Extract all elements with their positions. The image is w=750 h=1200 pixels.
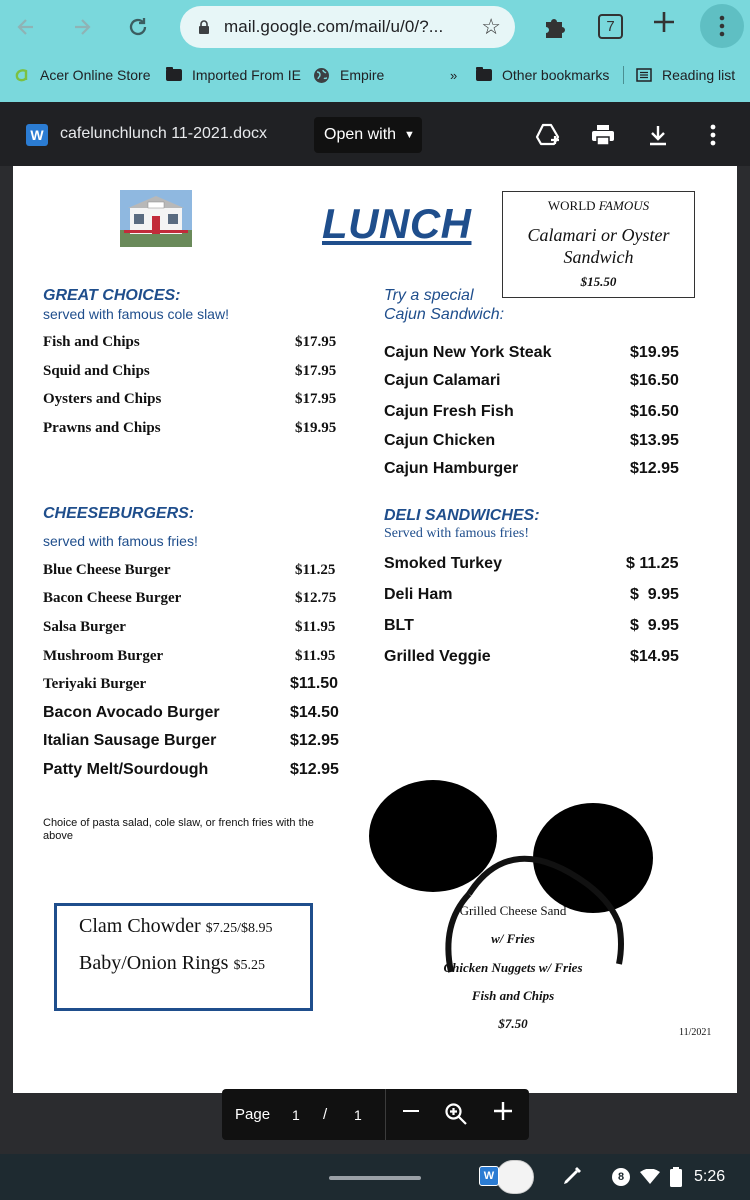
plus-icon: [652, 10, 676, 34]
bookmark-label: Imported From IE: [192, 67, 301, 83]
new-tab-button[interactable]: [652, 8, 676, 42]
sides-item-price: $7.25/$8.95: [205, 921, 273, 936]
menu-item-price: $ 9.95: [630, 617, 679, 634]
clock: 5:26: [694, 1168, 726, 1185]
deli-heading: DELI SANDWICHES:: [384, 507, 540, 524]
menu-item-name: Bacon Avocado Burger: [43, 704, 220, 721]
sides-note: Choice of pasta salad, cole slaw, or french fries with the above: [43, 817, 314, 842]
menu-item-price: $11.95: [295, 619, 336, 635]
zoom-in-button[interactable]: [493, 1096, 513, 1128]
document-file-name: cafelunchlunch 11-2021.docx: [60, 125, 267, 142]
home-gesture-handle[interactable]: [329, 1176, 421, 1180]
bookmark-label: Other bookmarks: [502, 67, 610, 83]
menu-item-price: $17.95: [295, 391, 337, 407]
cafe-building-photo: [120, 190, 192, 247]
notification-count: 8: [612, 1168, 630, 1186]
menu-item-name: Deli Ham: [384, 586, 453, 603]
menu-item-name: Cajun Fresh Fish: [384, 403, 514, 420]
sides-box: [54, 903, 313, 1011]
menu-item-name: Patty Melt/Sourdough: [43, 761, 209, 778]
reload-button[interactable]: [120, 9, 156, 45]
menu-item-price: $14.50: [290, 704, 339, 721]
menu-item-name: Cajun New York Steak: [384, 344, 552, 361]
stylus-tools-button[interactable]: [560, 1164, 584, 1193]
menu-item-name: Cajun Chicken: [384, 432, 496, 449]
wifi-icon: [640, 1169, 660, 1185]
globe-icon: [313, 67, 330, 84]
menu-item-name: Italian Sausage Burger: [43, 732, 217, 749]
menu-item-name: Squid and Chips: [43, 363, 150, 379]
cheeseburgers-heading: CHEESEBURGERS:: [43, 505, 195, 522]
pen-icon: [560, 1164, 584, 1188]
viewer-more-button[interactable]: [700, 122, 726, 148]
great-choices-heading: GREAT CHOICES:: [43, 287, 181, 304]
menu-item-price: $17.95: [295, 363, 337, 379]
bookmark-star-icon[interactable]: ☆: [481, 14, 501, 39]
current-page-input[interactable]: 1: [292, 1107, 300, 1123]
featured-special-box: [502, 191, 695, 298]
kebab-menu-icon: [719, 15, 725, 37]
caret-down-icon: ▼: [404, 129, 415, 141]
bookmark-label: Acer Online Store: [40, 67, 151, 83]
open-with-label: Open with: [324, 126, 397, 143]
menu-item-price: $12.95: [290, 732, 339, 749]
zoom-fit-button[interactable]: [444, 1102, 468, 1131]
menu-item-price: $17.95: [295, 334, 337, 350]
deli-subheading: Served with famous fries!: [384, 526, 530, 541]
menu-item-price: $11.25: [295, 562, 336, 578]
menu-item-price: $14.95: [630, 648, 679, 665]
shelf-word-icon[interactable]: W: [479, 1166, 499, 1186]
special-price: $15.50: [580, 274, 617, 289]
add-to-drive-button[interactable]: [535, 122, 561, 148]
arrow-left-icon: [16, 17, 36, 37]
menu-item-name: Cajun Calamari: [384, 372, 501, 389]
magnifier-icon: [444, 1102, 468, 1126]
open-with-button[interactable]: [314, 117, 422, 153]
menu-date: 11/2021: [679, 1027, 712, 1038]
zoom-out-button[interactable]: [402, 1099, 420, 1127]
kids-menu-line: Fish and Chips: [471, 988, 555, 1003]
document-page: [13, 166, 737, 1093]
bookmarks-overflow-button[interactable]: »: [450, 67, 458, 83]
system-shelf: [0, 1154, 750, 1200]
menu-item-name: Oysters and Chips: [43, 391, 162, 407]
sides-line-2: [79, 952, 265, 975]
page-navigator: [222, 1089, 529, 1140]
page-label: Page: [235, 1106, 271, 1123]
download-button[interactable]: [645, 122, 671, 148]
print-button[interactable]: [590, 122, 616, 148]
folder-icon: [166, 69, 182, 81]
document-scroll-area[interactable]: [0, 166, 750, 1154]
menu-item-price: $19.95: [295, 420, 337, 436]
menu-item-price: $ 9.95: [630, 586, 679, 603]
kids-menu-line: Grilled Cheese Sand: [459, 903, 567, 918]
cajun-heading-line1: Try a special: [384, 287, 474, 304]
bookmark-label: Empire: [340, 67, 385, 83]
sides-line-1: [79, 915, 273, 938]
bookmark-acer[interactable]: [14, 56, 151, 94]
menu-item-name: Cajun Hamburger: [384, 460, 519, 477]
bookmarks-bar: [0, 56, 750, 94]
bookmarks-divider: [623, 66, 624, 84]
menu-item-name: Grilled Veggie: [384, 648, 491, 665]
menu-item-price: $16.50: [630, 372, 679, 389]
shelf-app-thumbnail[interactable]: [496, 1160, 534, 1194]
word-file-icon: W: [26, 124, 48, 146]
bookmark-empire[interactable]: [313, 56, 384, 94]
kids-menu-line: Chicken Nuggets w/ Fries: [443, 960, 583, 975]
menu-item-name: BLT: [384, 617, 414, 634]
bookmark-reading-list[interactable]: [636, 56, 735, 94]
great-choices-subheading: served with famous cole slaw!: [43, 306, 229, 322]
special-name: Calamari or Oyster Sandwich: [527, 225, 670, 267]
document-viewer-toolbar: [0, 102, 750, 166]
menu-item-name: Bacon Cheese Burger: [43, 590, 182, 606]
menu-item-price: $12.75: [295, 590, 337, 606]
special-tag-text: WORLD: [547, 198, 599, 213]
browser-menu-button[interactable]: [700, 4, 744, 48]
menu-item-price: $16.50: [630, 403, 679, 420]
menu-item-name: Mushroom Burger: [43, 648, 164, 664]
url-text: mail.google.com/mail/u/0/?...: [224, 17, 444, 36]
download-icon: [648, 124, 668, 146]
battery-icon: [670, 1167, 682, 1187]
kids-menu-price: $7.50: [498, 1016, 528, 1031]
forward-button[interactable]: [64, 9, 100, 45]
menu-item-price: $12.95: [630, 460, 679, 477]
reload-icon: [127, 16, 149, 38]
cheeseburgers-subheading: served with famous fries!: [43, 533, 198, 549]
extensions-button[interactable]: [540, 10, 572, 42]
minus-icon: [402, 1102, 420, 1120]
page-separator: /: [323, 1106, 328, 1123]
menu-item-name: Smoked Turkey: [384, 555, 502, 572]
acer-logo-icon: [14, 67, 30, 83]
menu-item-price: $13.95: [630, 432, 679, 449]
menu-item-name: Salsa Burger: [43, 619, 126, 635]
menu-title: LUNCH: [322, 200, 472, 247]
menu-item-price: $19.95: [630, 344, 679, 361]
menu-item-price: $ 11.25: [626, 555, 679, 572]
status-tray[interactable]: [612, 1162, 725, 1192]
arrow-right-icon: [72, 17, 92, 37]
special-tag-emphasis: FAMOUS: [598, 198, 650, 213]
browser-toolbar: [0, 0, 750, 102]
bookmark-imported-from-ie[interactable]: [166, 56, 301, 94]
bookmark-label: Reading list: [662, 67, 736, 83]
reading-list-icon: [636, 68, 652, 82]
drive-add-icon: [535, 123, 561, 147]
menu-item-price: $11.50: [290, 675, 339, 692]
folder-icon: [476, 69, 492, 81]
printer-icon: [591, 124, 615, 146]
address-bar[interactable]: [180, 6, 515, 48]
sides-item-name: Baby/Onion Rings: [79, 952, 229, 974]
menu-item-price: $11.95: [295, 648, 336, 664]
total-pages: 1: [354, 1107, 362, 1123]
menu-item-name: Prawns and Chips: [43, 420, 161, 436]
lock-icon: [198, 20, 210, 34]
back-button[interactable]: [8, 9, 44, 45]
sides-item-name: Clam Chowder: [79, 915, 201, 937]
kids-menu-line: w/ Fries: [491, 931, 535, 946]
kebab-menu-icon: [710, 124, 716, 146]
bookmark-other-bookmarks[interactable]: [476, 56, 609, 94]
menu-item-name: Blue Cheese Burger: [43, 562, 171, 578]
menu-item-name: Fish and Chips: [43, 334, 140, 350]
pager-divider: [385, 1089, 386, 1140]
tab-switcher-button[interactable]: 7: [598, 14, 623, 39]
menu-item-name: Teriyaki Burger: [43, 676, 147, 692]
menu-item-price: $12.95: [290, 761, 339, 778]
cajun-heading-line2: Cajun Sandwich:: [384, 306, 505, 323]
plus-icon: [493, 1101, 513, 1121]
sides-item-price: $5.25: [233, 958, 265, 973]
puzzle-icon: [540, 10, 572, 42]
special-tagline: [503, 198, 694, 214]
